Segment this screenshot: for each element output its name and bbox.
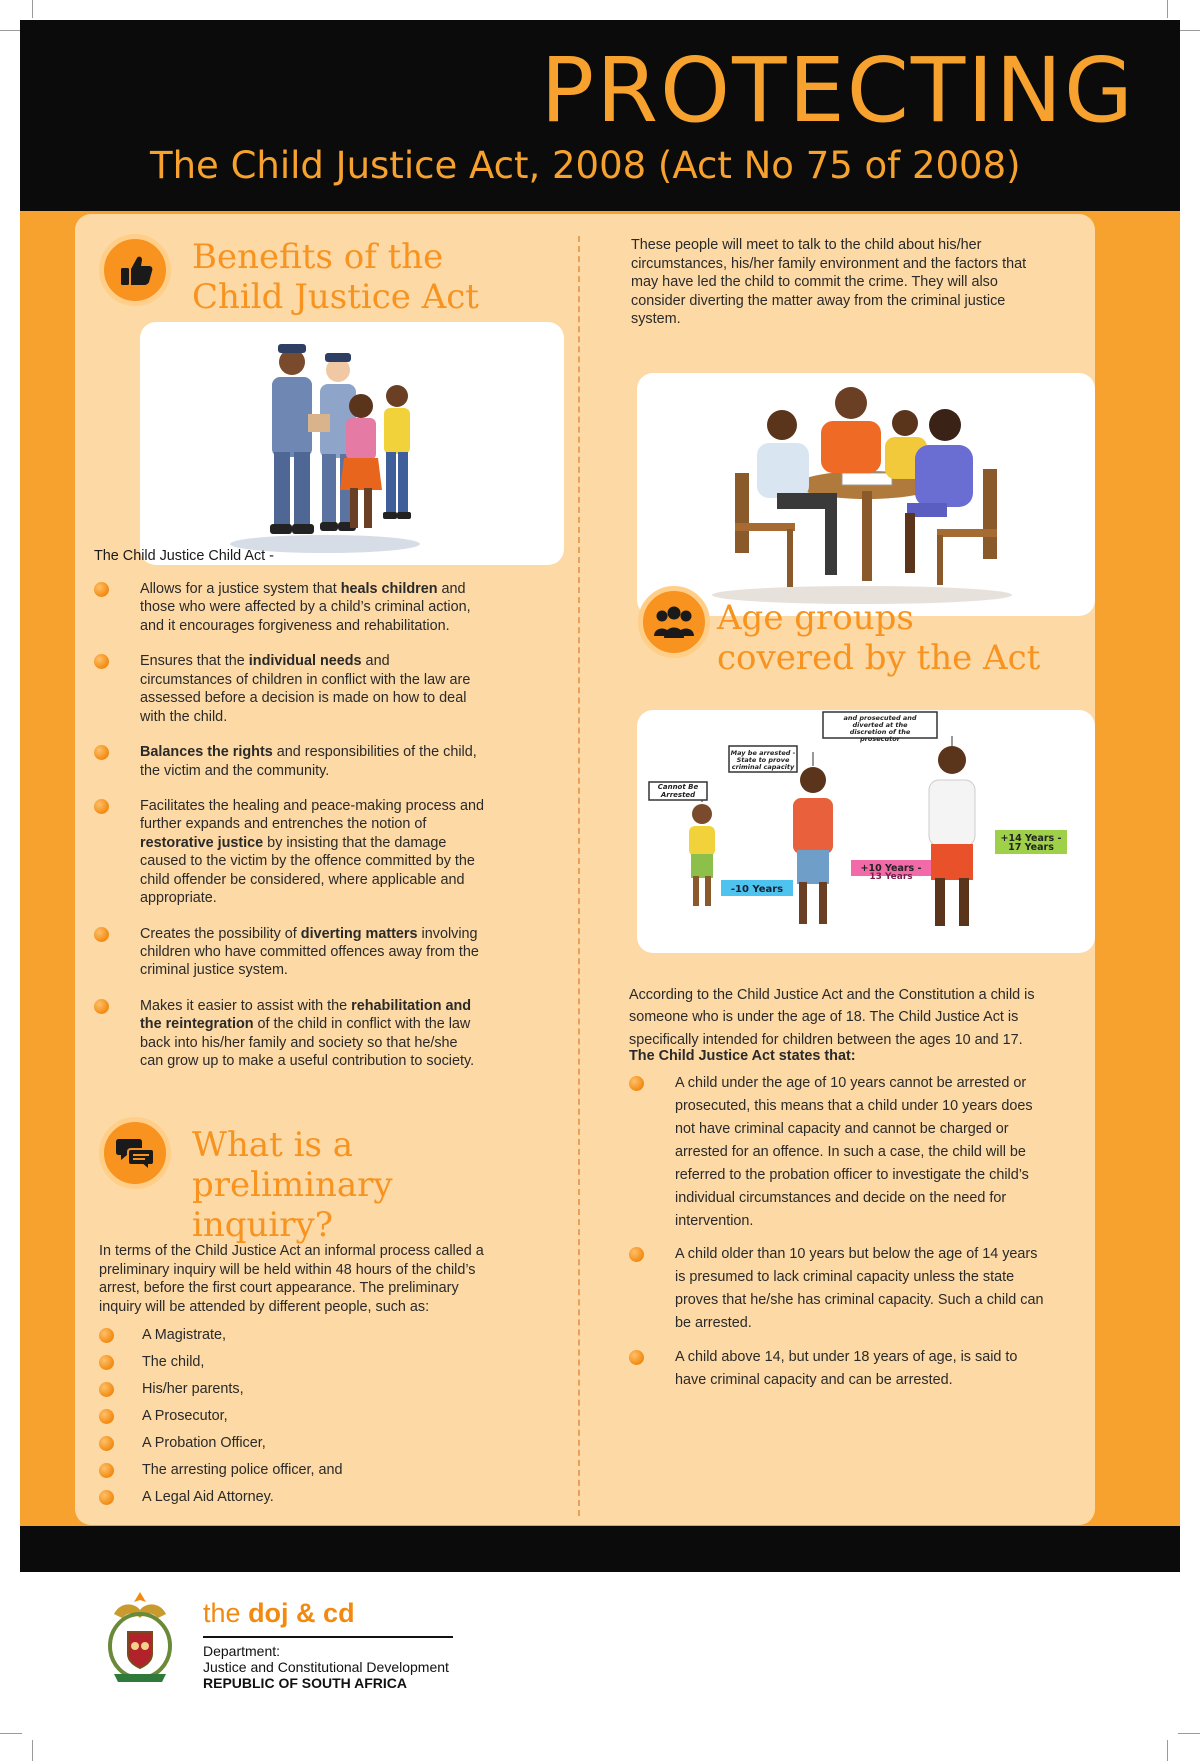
- bullet-icon: [99, 1409, 114, 1424]
- poster: [20, 20, 1180, 1572]
- label-prosecuted-line1: and prosecuted and: [843, 714, 917, 722]
- brand-name: doj & cd: [248, 1598, 355, 1628]
- age-groups-intro: According to the Child Justice Act and the Constitution a child is someone who is under the age of 18. The Child Justice Act is specifically intended for children between the ages 10 and 17.: [629, 987, 1035, 1048]
- list-item: A Probation Officer,: [99, 1434, 499, 1461]
- list-item: A child under the age of 10 years cannot be arrested or prosecuted, this means that a child under 10 years does not have criminal capacity and cannot be charged or arrested for an offence. In such a case, the child will be referred to the probation officer to investigate the child’s individual circumstances and decide on the need for intervention.: [629, 1072, 1049, 1233]
- poster-title: PROTECTING: [540, 38, 1135, 142]
- label-prosecuted-line3: discretion of the: [849, 728, 911, 736]
- crop-mark: [1167, 0, 1168, 18]
- column-divider: [578, 236, 580, 1516]
- tag-10-13-sub: 13 Years: [869, 872, 913, 882]
- brand-logo-text: [203, 1598, 355, 1629]
- label-prosecuted-line4: prosecutor: [860, 735, 900, 743]
- list-item: A Prosecutor,: [99, 1407, 499, 1434]
- brand-underline: [203, 1636, 453, 1638]
- list-item: Balances the rights and responsibilities of the child, the victim and the community.: [94, 743, 484, 780]
- brand-the: the: [203, 1598, 241, 1628]
- coat-of-arms-logo: [100, 1588, 180, 1684]
- list-item: The child,: [99, 1353, 499, 1380]
- list-item: A Magistrate,: [99, 1326, 499, 1353]
- label-cannot-line1: Cannot Be: [657, 783, 699, 791]
- list-item: Makes it easier to assist with the rehabilitation and the reintegration of the child in conflict with the law back into his/her family and society so that he/she can grow up to make a useful contribution to society.: [94, 997, 484, 1071]
- police-children-illustration: [140, 322, 564, 565]
- label-may-line2: State to prove: [736, 756, 790, 764]
- list-item: A child above 14, but under 18 years of age, is said to have criminal capacity and can be arrested.: [629, 1346, 1049, 1392]
- list-item: Ensures that the individual needs and circumstances of children in conflict with the law are assessed before a decision is made on how to deal with the child.: [94, 652, 484, 726]
- content-panel: [75, 214, 1095, 1525]
- bullet-icon: [99, 1463, 114, 1478]
- label-may-line1: May be arrested -: [730, 749, 796, 757]
- benefits-list: [94, 580, 484, 1071]
- tag-10-13: +10 Years -: [860, 863, 922, 874]
- age-groups-illustration: [637, 710, 1095, 953]
- bullet-icon: [99, 1490, 114, 1505]
- list-item: Facilitates the healing and peace-making process and further expands and entrenches the notion of restorative justice by insisting that the damage caused to the victim by the offence committed by the child offender be considered, where applicable and appropriate.: [94, 797, 484, 908]
- bullet-icon: [94, 799, 109, 814]
- attendees-list: [99, 1326, 499, 1515]
- crop-mark: [1178, 30, 1200, 31]
- preliminary-intro: In terms of the Child Justice Act an informal process called a preliminary inquiry will be held within 48 hours of the child’s arrest, before the first court appearance. The preliminary inquiry will be attended by different people, such as:: [99, 1243, 484, 1315]
- tag-14-17-sub: 17 Years: [1008, 842, 1054, 853]
- bullet-icon: [94, 745, 109, 760]
- label-may-line3: criminal capacity: [731, 763, 795, 771]
- benefits-lead: The Child Justice Child Act -: [94, 548, 274, 564]
- list-item: Allows for a justice system that heals children and those who were affected by a child’s criminal action, and it encourages forgiveness and rehabilitation.: [94, 580, 484, 635]
- bullet-icon: [99, 1382, 114, 1397]
- age-rules-list: [629, 1072, 1049, 1392]
- crop-mark: [1178, 1733, 1200, 1734]
- meeting-table-illustration: [637, 373, 1095, 616]
- department-name: [203, 1643, 449, 1691]
- preliminary-title: What is a preliminary inquiry?: [192, 1125, 393, 1245]
- dept-line-2: Justice and Constitutional Development: [203, 1659, 449, 1676]
- list-item: A child older than 10 years but below the age of 14 years is presumed to lack criminal capacity unless the state proves that he/she has criminal capacity. Such a child can be arrested.: [629, 1243, 1049, 1335]
- crop-mark: [32, 1740, 33, 1761]
- list-item: His/her parents,: [99, 1380, 499, 1407]
- bullet-icon: [629, 1247, 644, 1262]
- bullet-icon: [99, 1355, 114, 1370]
- age-groups-title: Age groups covered by the Act: [717, 598, 1041, 678]
- bullet-icon: [94, 927, 109, 942]
- crop-mark: [1167, 1740, 1168, 1761]
- label-prosecuted-line2: diverted at the: [852, 721, 908, 729]
- bullet-icon: [629, 1076, 644, 1091]
- bullet-icon: [94, 999, 109, 1014]
- group-icon: [638, 586, 710, 658]
- list-item: Creates the possibility of diverting matters involving children who have committed offences away from the criminal justice system.: [94, 925, 484, 980]
- dept-line-1: Department:: [203, 1643, 281, 1659]
- bullet-icon: [94, 582, 109, 597]
- bullet-icon: [99, 1328, 114, 1343]
- list-item: A Legal Aid Attorney.: [99, 1488, 499, 1515]
- age-groups-lead: The Child Justice Act states that:: [629, 1048, 856, 1064]
- list-item: The arresting police officer, and: [99, 1461, 499, 1488]
- crop-mark: [32, 0, 33, 18]
- dept-line-3: REPUBLIC OF SOUTH AFRICA: [203, 1675, 408, 1692]
- tag-14-17: +14 Years -: [1000, 833, 1062, 844]
- bullet-icon: [629, 1350, 644, 1365]
- bullet-icon: [94, 654, 109, 669]
- benefits-title: Benefits of the Child Justice Act: [192, 237, 479, 317]
- label-cannot-line2: Arrested: [660, 791, 696, 799]
- footer-band: [20, 1526, 1180, 1572]
- meeting-text: These people will meet to talk to the child about his/her circumstances, his/her family environment and the factors that may have led the child to commit the crime. They will also consider diverting the matter away from the criminal justice system.: [631, 237, 1027, 328]
- tag-under-10: -10 Years: [730, 884, 784, 895]
- crop-mark: [0, 30, 22, 31]
- thumbs-up-icon: [99, 234, 171, 306]
- crop-mark: [0, 1733, 22, 1734]
- poster-subtitle: The Child Justice Act, 2008 (Act No 75 of 2008): [150, 144, 1021, 187]
- bullet-icon: [99, 1436, 114, 1451]
- speech-bubbles-icon: [99, 1117, 171, 1189]
